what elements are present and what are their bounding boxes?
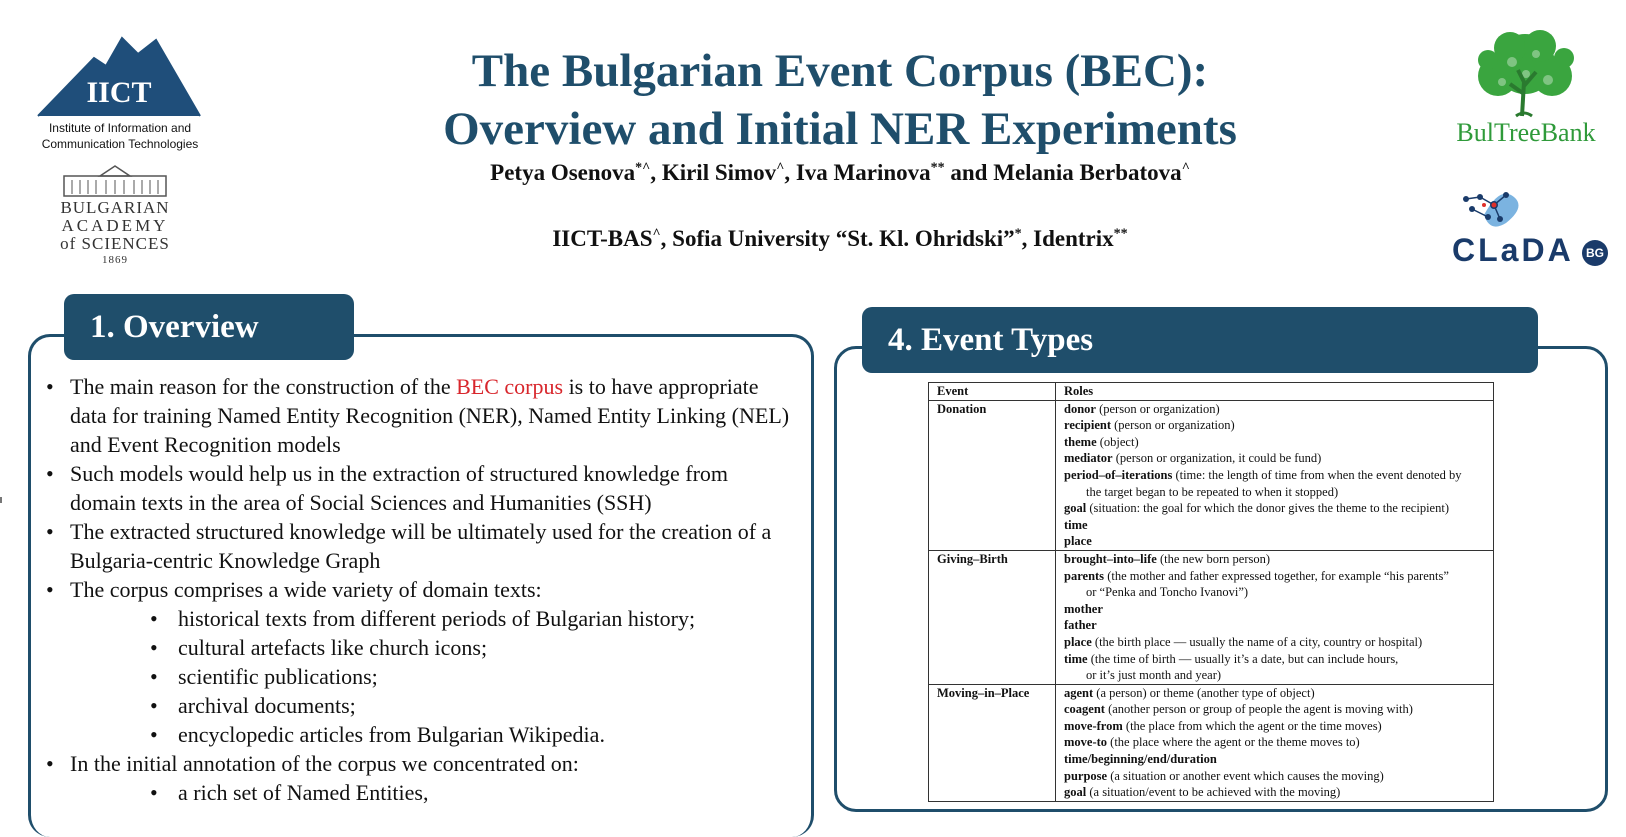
bas-year: 1869 (102, 254, 128, 266)
role-description-continued: or “Penka and Toncho Ivanovi”) (1086, 585, 1249, 600)
event-types-heading: 4. Event Types (862, 307, 1538, 373)
role-name: recipient (1064, 418, 1111, 433)
role-entry (1064, 551, 1487, 568)
role-entry (1064, 651, 1487, 668)
bultreebank-wordmark: BulTreeBank (1456, 118, 1596, 147)
role-entry (1064, 601, 1487, 618)
role-name: parents (1064, 568, 1105, 583)
role-entry (1064, 417, 1487, 434)
col-roles-header: Roles (1056, 383, 1494, 401)
author-name: Kiril Simov (661, 160, 777, 185)
role-description: (person or organization) (1095, 401, 1220, 416)
role-description: (the new born person) (1156, 551, 1271, 566)
role-name: time (1064, 517, 1088, 532)
role-description-continued: the target began to be repeated to when it stopped) (1086, 484, 1339, 499)
role-description: (the birth place — usually the name of a city, country or hospital) (1091, 634, 1423, 649)
role-name: move-to (1064, 735, 1108, 750)
role-description: (a person) or theme (another type of object) (1093, 685, 1315, 700)
role-entry (1064, 685, 1487, 702)
roles-cell (1056, 400, 1494, 550)
overview-sub-bullet: • scientific publications; (46, 662, 798, 691)
clada-wordmark: CLaDA (1452, 232, 1574, 268)
role-entry (1064, 568, 1487, 585)
academy-building-icon (62, 162, 168, 198)
role-description-continued: or it’s just month and year) (1086, 668, 1222, 683)
role-description: (object) (1096, 434, 1139, 449)
overview-sub-bullet: • encyclopedic articles from Bulgarian Wikipedia. (46, 720, 798, 749)
role-description: (the mother and father expressed together, for example “his parents” (1104, 568, 1449, 583)
affiliation-mark: ** (1113, 226, 1128, 242)
bas-line2: ACADEMY (61, 216, 169, 235)
author-and: and (944, 160, 994, 185)
overview-p1-after: is to have appropriate data for training Named Entity Recognition (NER), Named Entity Linking (NEL) and Event Recognition models (70, 374, 790, 457)
author-name: Iva Marinova (795, 160, 931, 185)
role-description: (person or organization, it could be fund) (1112, 451, 1322, 466)
author-sep: , (784, 160, 796, 185)
overview-p1-before: The main reason for the construction of the (70, 374, 457, 399)
affiliation-mark: * (1014, 226, 1022, 242)
table-row (929, 684, 1494, 801)
roles-cell (1056, 550, 1494, 684)
role-name: period–of–iterations (1064, 467, 1173, 482)
role-entry (1064, 701, 1487, 718)
role-name: move-from (1064, 718, 1123, 733)
event-name-cell: Donation (929, 400, 1056, 550)
affiliation-mark: ^ (652, 226, 661, 242)
affiliation-sep: , (660, 226, 673, 251)
role-entry (1064, 467, 1487, 484)
role-description: (situation: the goal for which the donor gives the theme to the recipient) (1086, 501, 1449, 516)
event-types-table (928, 382, 1494, 802)
roles-cell (1056, 684, 1494, 801)
overview-bullet: • Such models would help us in the extraction of structured knowledge from domain texts in the area of Social Sciences and Humanities (SSH) (46, 459, 798, 517)
iict-logo-text: IICT (86, 76, 152, 109)
bas-line3: of SCIENCES (60, 234, 170, 253)
bas-line1: BULGARIAN (60, 198, 170, 217)
role-name: mother (1064, 601, 1103, 616)
role-description: (time: the length of time from when the event denoted by (1172, 467, 1462, 482)
overview-sub-bullet: • archival documents; (46, 691, 798, 720)
role-name: father (1064, 618, 1097, 633)
affiliations (360, 226, 1320, 252)
role-description: (the time of birth — usually it’s a date, but can include hours, (1087, 651, 1399, 666)
role-name: goal (1064, 785, 1087, 800)
role-entry (1064, 401, 1487, 418)
col-event-header: Event (929, 383, 1056, 401)
overview-list (46, 372, 798, 807)
iict-caption-line2: Communication Technologies (41, 137, 199, 151)
role-entry (1064, 500, 1487, 517)
role-entry (1064, 751, 1487, 768)
role-name: place (1064, 634, 1092, 649)
overview-bullet: • The extracted structured knowledge will be ultimately used for the creation of a Bulgaria-centric Knowledge Graph (46, 517, 798, 575)
overview-sub-bullet: • cultural artefacts like church icons; (46, 633, 798, 662)
role-name: brought–into–life (1064, 551, 1157, 566)
author-mark: *^ (635, 160, 651, 176)
edge-mark (0, 497, 2, 503)
role-entry (1064, 734, 1487, 751)
affiliation-sep: , (1021, 226, 1034, 251)
role-entry (1064, 768, 1487, 785)
overview-sub-bullet: • historical texts from different periods of Bulgarian history; (46, 604, 798, 633)
iict-caption (34, 120, 206, 152)
overview-heading: 1. Overview (64, 294, 354, 360)
overview-bullet (46, 372, 798, 459)
role-description: (person or organization) (1110, 418, 1235, 433)
author-name: Petya Osenova (490, 160, 636, 185)
role-entry (1064, 517, 1487, 534)
role-description: (the place from which the agent or the time moves) (1122, 718, 1382, 733)
poster-title (360, 42, 1320, 158)
bas-logo (50, 162, 180, 272)
event-name-cell: Giving–Birth (929, 550, 1056, 684)
author-sep: , (650, 160, 662, 185)
table-row (929, 550, 1494, 684)
role-name: agent (1064, 685, 1094, 700)
role-name: place (1064, 534, 1092, 549)
author-mark: ^ (776, 160, 785, 176)
role-name: time/beginning/end/duration (1064, 752, 1217, 767)
table-header-row (929, 383, 1494, 401)
role-entry (1064, 450, 1487, 467)
clada-bg-badge: BG (1582, 240, 1608, 266)
author-name: Melania Berbatova (993, 160, 1182, 185)
role-name: purpose (1064, 768, 1108, 783)
role-description: (the place where the agent or the theme moves to) (1107, 735, 1360, 750)
iict-caption-line1: Institute of Information and (48, 121, 192, 135)
bec-corpus-link[interactable]: BEC corpus (456, 374, 564, 399)
affiliation-name: IICT-BAS (552, 226, 653, 251)
role-name: coagent (1064, 702, 1105, 717)
title-line2: Overview and Initial NER Experiments (443, 103, 1237, 155)
affiliation-name: Sofia University “St. Kl. Ohridski” (672, 226, 1015, 251)
role-description: (a situation or another event which causes the moving) (1107, 768, 1384, 783)
role-name: theme (1064, 434, 1097, 449)
role-name: goal (1064, 501, 1087, 516)
role-entry (1064, 784, 1487, 801)
author-mark: ^ (1181, 160, 1190, 176)
role-entry (1064, 617, 1487, 634)
role-name: mediator (1064, 451, 1113, 466)
role-name: time (1064, 651, 1088, 666)
table-row (929, 400, 1494, 550)
role-description: (another person or group of people the agent is moving with) (1104, 702, 1413, 717)
event-name-cell: Moving–in–Place (929, 684, 1056, 801)
authors (360, 160, 1320, 186)
role-description: (a situation/event to be achieved with the moving) (1086, 785, 1341, 800)
role-entry (1064, 533, 1487, 550)
affiliation-name: Identrix (1033, 226, 1114, 251)
role-entry (1064, 634, 1487, 651)
title-line1: The Bulgarian Event Corpus (BEC): (471, 45, 1209, 97)
overview-bullet: • The corpus comprises a wide variety of domain texts: (46, 575, 798, 604)
overview-bullet: • In the initial annotation of the corpus we concentrated on: (46, 749, 798, 778)
role-entry (1064, 718, 1487, 735)
overview-sub-bullet: • a rich set of Named Entities, (46, 778, 798, 807)
role-entry (1064, 434, 1487, 451)
role-name: donor (1064, 401, 1096, 416)
author-mark: ** (930, 160, 945, 176)
